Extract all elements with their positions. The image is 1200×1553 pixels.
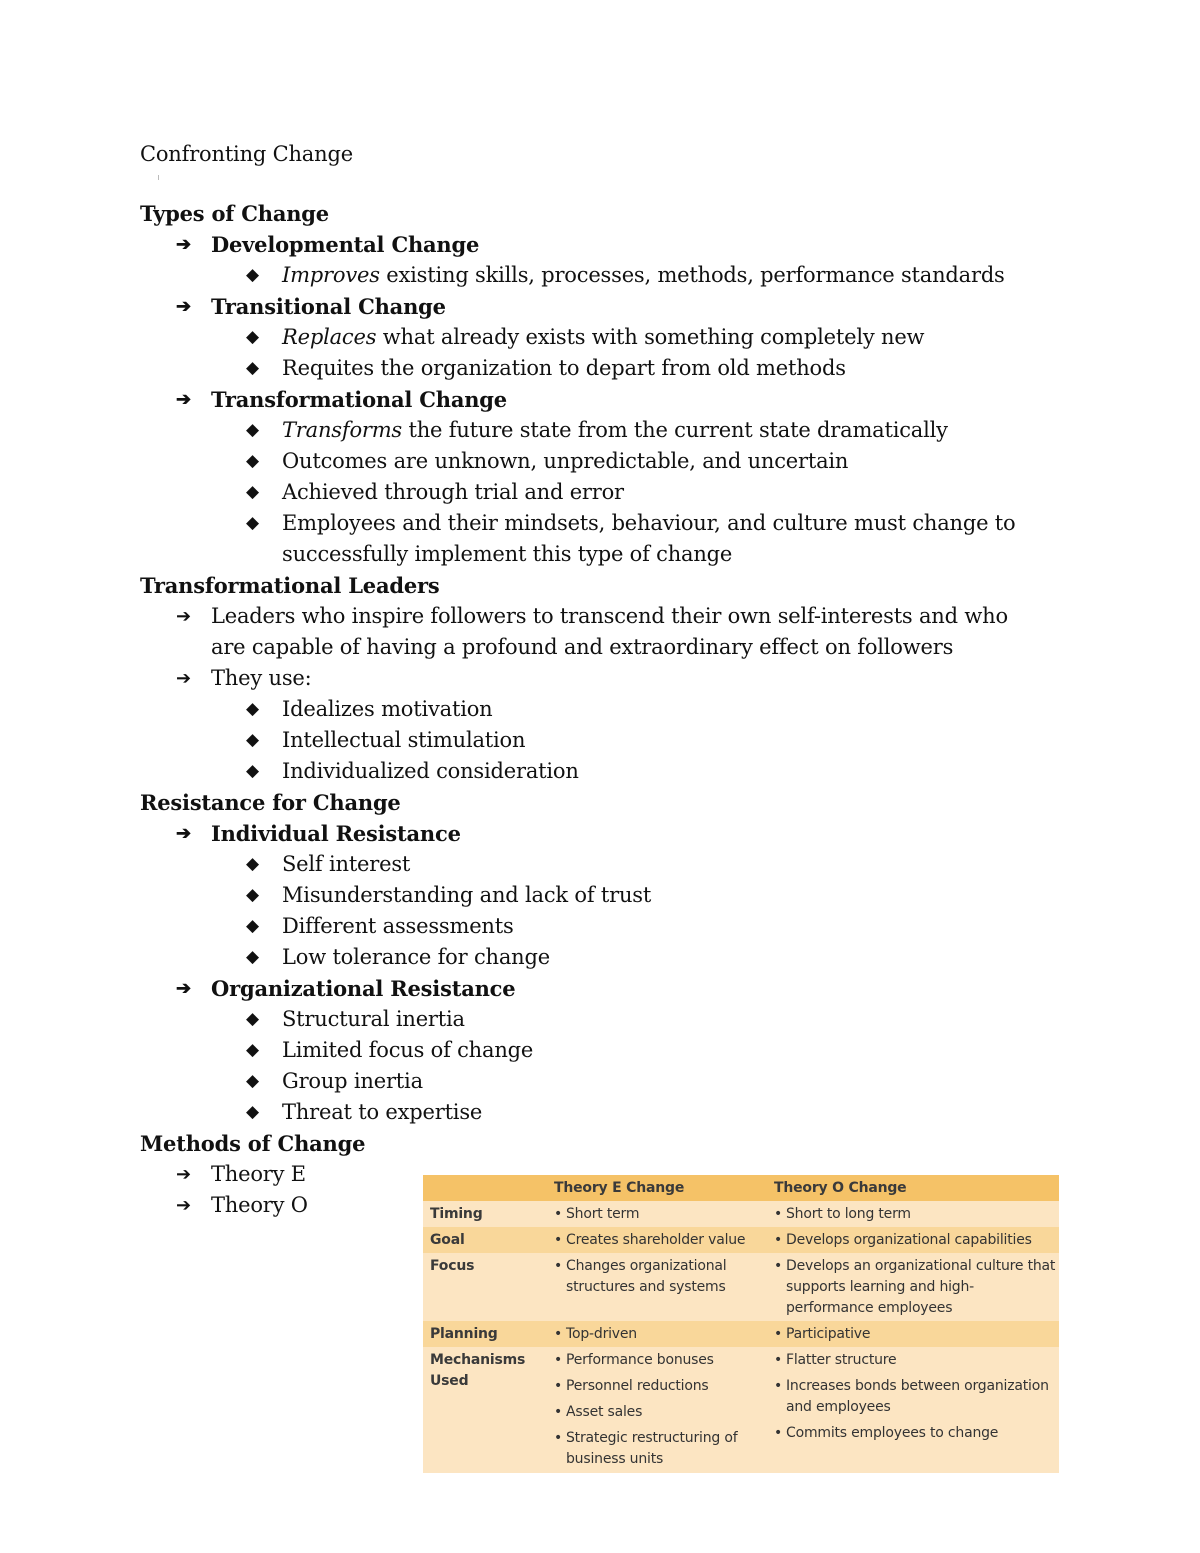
- list-item: ◆ Requites the organization to depart from old methods: [140, 353, 1070, 384]
- diamond-bullet-icon: ◆: [246, 482, 259, 502]
- list-item-theory-o: ➔ Theory O: [140, 1190, 1070, 1221]
- cursor-mark: [158, 175, 159, 180]
- list-item: ◆ Misunderstanding and lack of trust: [140, 880, 1070, 911]
- list-item: ◆ Different assessments: [140, 911, 1070, 942]
- list-item: ◆ Transforms the future state from the current state dramatically: [140, 415, 1070, 446]
- list-item: ◆ Idealizes motivation: [140, 694, 1070, 725]
- diamond-bullet-icon: ◆: [246, 947, 259, 967]
- list-item-transformational: ➔ Transformational Change: [140, 384, 1070, 415]
- diamond-bullet-icon: ◆: [246, 1102, 259, 1122]
- arrow-icon: ➔: [176, 1164, 191, 1185]
- arrow-icon: ➔: [176, 1195, 191, 1216]
- list-item: ◆ Group inertia: [140, 1066, 1070, 1097]
- table-row: Goal • Creates shareholder value • Develops organizational capabilities: [423, 1227, 1059, 1253]
- list-item-transitional: ➔ Transitional Change: [140, 291, 1070, 322]
- heading-transformational-leaders: Transformational Leaders: [140, 573, 440, 598]
- theory-comparison-table: [423, 1175, 1059, 1473]
- list-item: ◆ Limited focus of change: [140, 1035, 1070, 1066]
- diamond-bullet-icon: ◆: [246, 761, 259, 781]
- diamond-bullet-icon: ◆: [246, 1071, 259, 1091]
- column-header-theory-o: Theory O Change: [774, 1180, 907, 1196]
- diamond-bullet-icon: ◆: [246, 451, 259, 471]
- list-item-individual-resistance: ➔ Individual Resistance: [140, 818, 1070, 849]
- arrow-icon: ➔: [176, 823, 191, 844]
- diamond-bullet-icon: ◆: [246, 916, 259, 936]
- list-item: ◆ Intellectual stimulation: [140, 725, 1070, 756]
- list-item-organizational-resistance: ➔ Organizational Resistance: [140, 973, 1070, 1004]
- table-header-row: [423, 1175, 1059, 1201]
- arrow-icon: ➔: [176, 296, 191, 317]
- heading-resistance-for-change: Resistance for Change: [140, 790, 401, 815]
- list-item-theory-e: ➔ Theory E: [140, 1159, 1070, 1190]
- heading-methods-of-change: Methods of Change: [140, 1131, 366, 1156]
- table-row: Timing • Short term • Short to long term: [423, 1201, 1059, 1227]
- list-item: ◆ Achieved through trial and error: [140, 477, 1070, 508]
- column-header-theory-e: Theory E Change: [554, 1180, 685, 1196]
- document-body: [140, 139, 1070, 1221]
- list-item: ◆ Outcomes are unknown, unpredictable, and uncertain: [140, 446, 1070, 477]
- diamond-bullet-icon: ◆: [246, 699, 259, 719]
- list-item: ➔ Leaders who inspire followers to transcend their own self-interests and who are capable of having a profound and extraordinary effect on followers: [140, 601, 1026, 663]
- list-item: ◆ Individualized consideration: [140, 756, 1070, 787]
- arrow-icon: ➔: [176, 389, 191, 410]
- arrow-icon: ➔: [176, 606, 191, 627]
- diamond-bullet-icon: ◆: [246, 1040, 259, 1060]
- list-item: ◆ Low tolerance for change: [140, 942, 1070, 973]
- list-item: ◆ Structural inertia: [140, 1004, 1070, 1035]
- heading-types-of-change: Types of Change: [140, 201, 329, 226]
- list-item: ◆ Replaces what already exists with something completely new: [140, 322, 1070, 353]
- arrow-icon: ➔: [176, 234, 191, 255]
- list-item: ➔ They use:: [140, 663, 1070, 694]
- list-item: ◆ Self interest: [140, 849, 1070, 880]
- diamond-bullet-icon: ◆: [246, 265, 259, 285]
- diamond-bullet-icon: ◆: [246, 885, 259, 905]
- table-row: Focus • Changes organizational structures and systems • Develops an organizational culture that supports learning and high-performance employees: [423, 1253, 1059, 1321]
- diamond-bullet-icon: ◆: [246, 854, 259, 874]
- list-item-developmental: ➔ Developmental Change: [140, 229, 1070, 260]
- list-item: ◆ Employees and their mindsets, behaviour, and culture must change to successfully implement this type of change: [140, 508, 1027, 570]
- document-title: Confronting Change: [140, 142, 353, 166]
- list-item: ◆ Threat to expertise: [140, 1097, 1070, 1128]
- diamond-bullet-icon: ◆: [246, 730, 259, 750]
- arrow-icon: ➔: [176, 978, 191, 999]
- diamond-bullet-icon: ◆: [246, 327, 259, 347]
- diamond-bullet-icon: ◆: [246, 358, 259, 378]
- table-row: Planning • Top-driven • Participative: [423, 1321, 1059, 1347]
- arrow-icon: ➔: [176, 668, 191, 689]
- diamond-bullet-icon: ◆: [246, 1009, 259, 1029]
- diamond-bullet-icon: ◆: [246, 420, 259, 440]
- list-item: ◆ Improves existing skills, processes, methods, performance standards: [140, 260, 1070, 291]
- diamond-bullet-icon: ◆: [246, 513, 259, 533]
- table-row: Mechanisms Used • Performance bonuses • Personnel reductions • Asset sales • Strategic restructuring of business units • Flatter structure • Increases bonds between organization and employees • Commits employees to change: [423, 1347, 1059, 1473]
